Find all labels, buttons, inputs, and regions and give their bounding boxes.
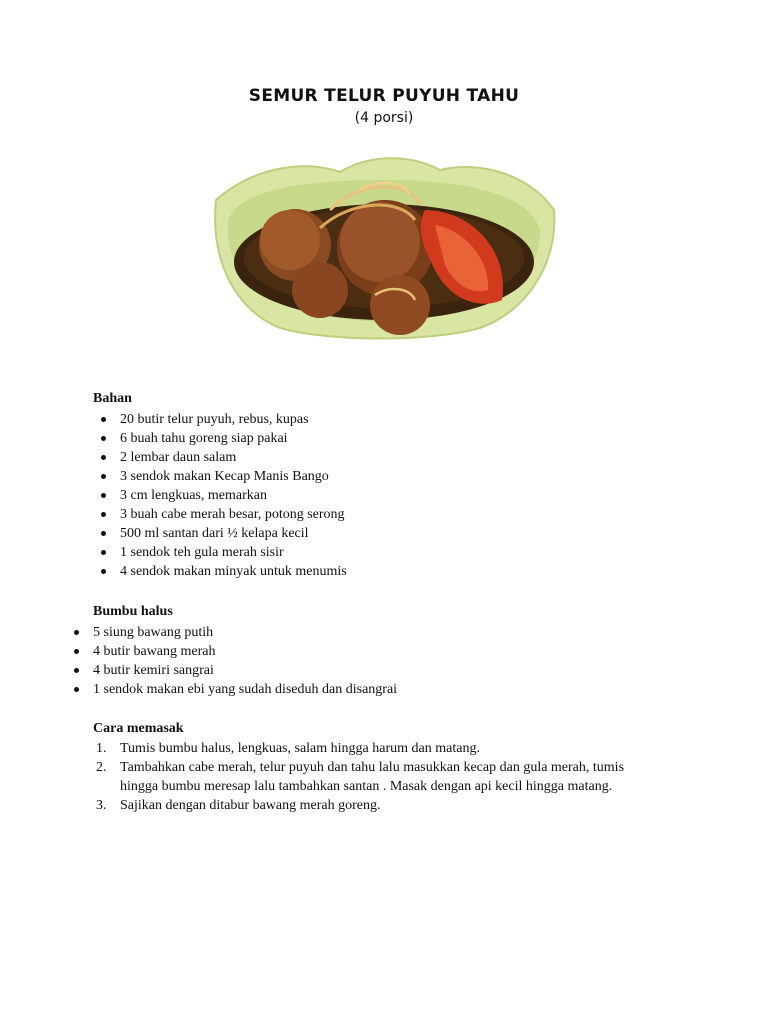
list-item: 2 lembar daun salam bbox=[120, 448, 347, 467]
list-item: 4 sendok makan minyak untuk menumis bbox=[120, 564, 347, 579]
list-item bbox=[96, 796, 660, 815]
bumbu-list bbox=[93, 623, 397, 699]
list-item: 3 buah cabe merah besar, potong serong bbox=[120, 505, 347, 524]
list-item: 1 sendok makan ebi yang sudah diseduh dan disangrai bbox=[93, 682, 398, 697]
step-text: Sajikan dengan ditabur bawang merah goreng. bbox=[120, 798, 381, 813]
cara-steps bbox=[96, 739, 660, 815]
list-item: 500 ml santan dari ½ kelapa kecil bbox=[120, 524, 347, 543]
bahan-heading: Bahan bbox=[93, 391, 132, 406]
step-number: 1. bbox=[96, 741, 107, 756]
list-item: 6 buah tahu goreng siap pakai bbox=[120, 429, 347, 448]
step-number: 2. bbox=[96, 760, 107, 775]
list-item: 20 butir telur puyuh, rebus, kupas bbox=[120, 410, 347, 429]
bumbu-heading: Bumbu halus bbox=[93, 604, 173, 619]
list-item: 1 sendok teh gula merah sisir bbox=[120, 543, 347, 562]
list-item: 4 butir kemiri sangrai bbox=[93, 661, 397, 680]
step-text: Tambahkan cabe merah, telur puyuh dan tahu lalu masukkan kecap dan gula merah, tumis hingga bumbu meresap lalu tambahkan santan . Masak dengan api kecil hingga matang. bbox=[120, 760, 625, 794]
cara-heading: Cara memasak bbox=[93, 721, 184, 736]
dish-photo bbox=[210, 150, 558, 342]
step-text: Tumis bumbu halus, lengkuas, salam hingga harum dan matang. bbox=[120, 741, 480, 756]
list-item bbox=[96, 739, 660, 758]
bahan-list bbox=[120, 410, 347, 581]
list-item: 3 sendok makan Kecap Manis Bango bbox=[120, 467, 347, 486]
step-number: 3. bbox=[96, 798, 107, 813]
list-item: 4 butir bawang merah bbox=[93, 642, 397, 661]
list-item bbox=[96, 758, 660, 796]
list-item: 3 cm lengkuas, memarkan bbox=[120, 486, 347, 505]
servings-text: (4 porsi) bbox=[354, 110, 414, 126]
recipe-title: SEMUR TELUR PUYUH TAHU bbox=[248, 86, 520, 106]
list-item: 5 siung bawang putih bbox=[93, 623, 397, 642]
